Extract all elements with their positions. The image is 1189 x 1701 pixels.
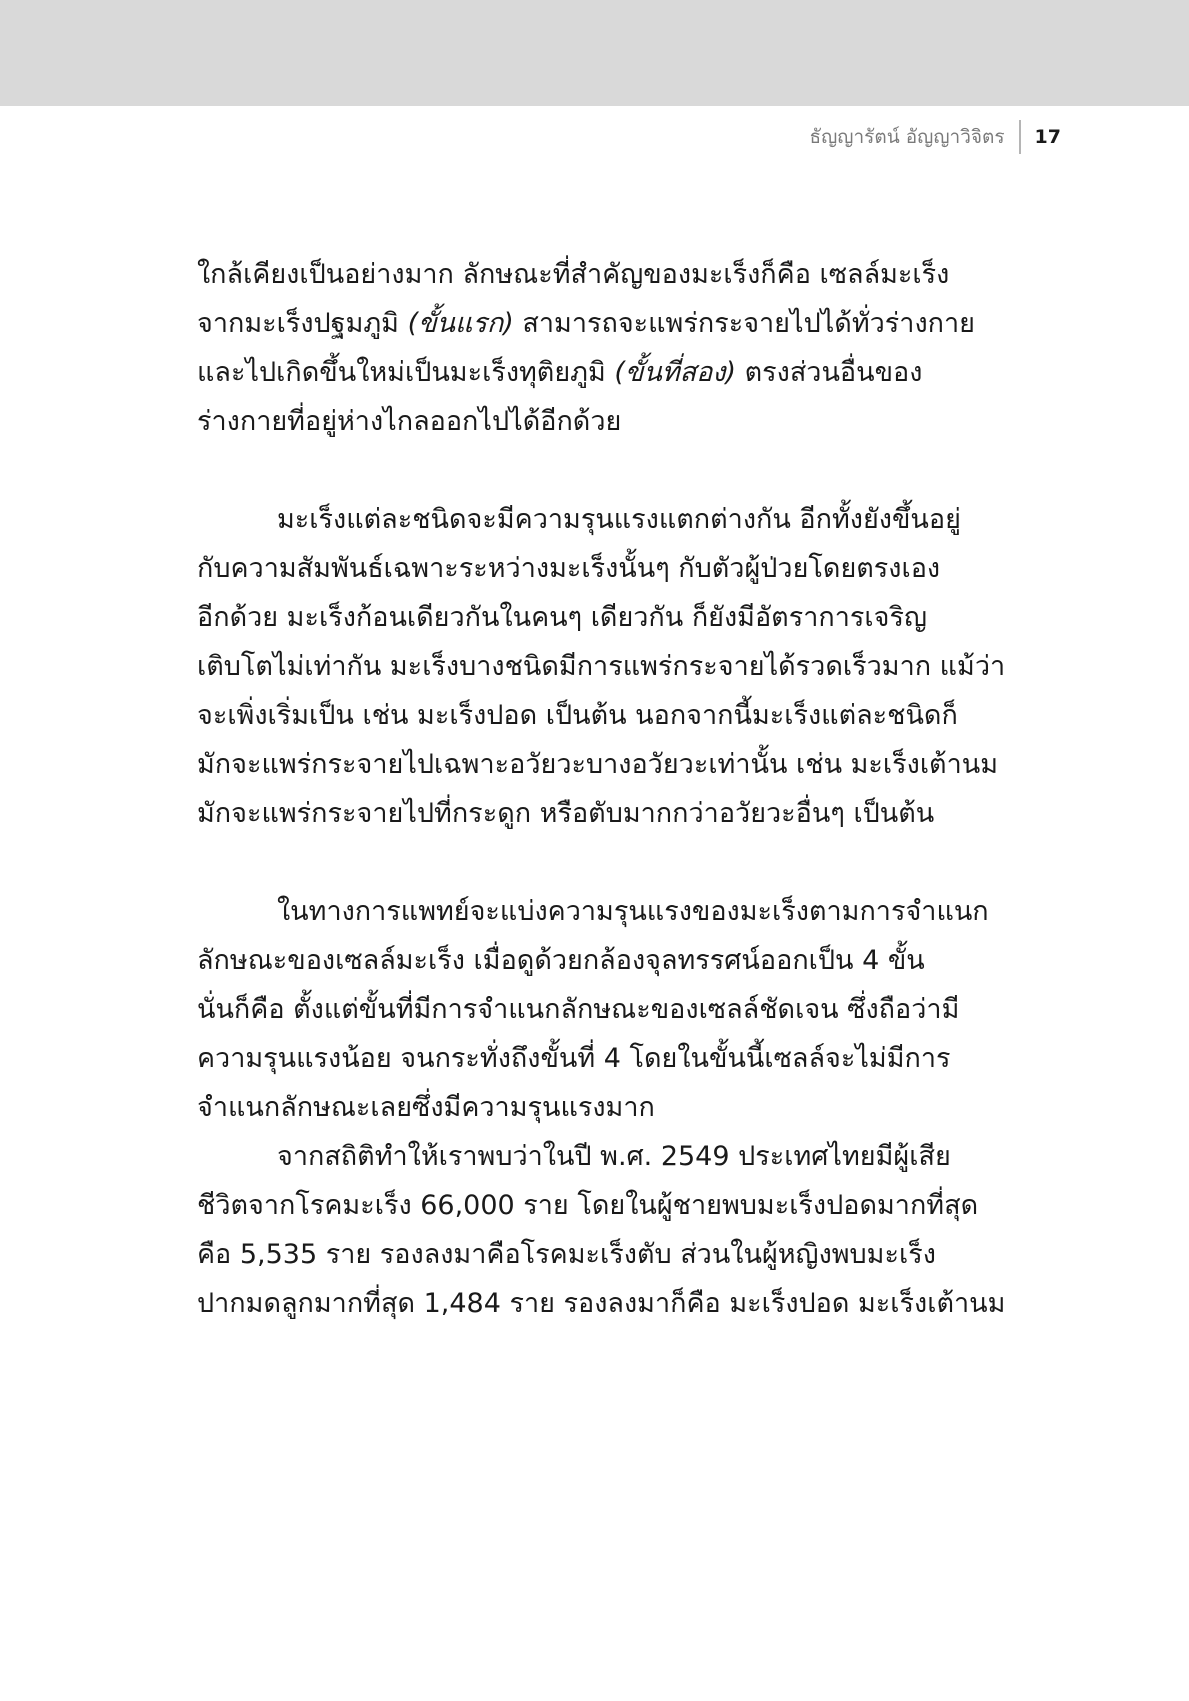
text-line: ในทางการแพทย์จะแบ่งความรุนแรงของมะเร็งตามการจำแนก: [277, 896, 989, 927]
text-line: ใกล้เคียงเป็นอย่างมาก ลักษณะที่สำคัญของมะเร็งก็คือ เซลล์มะเร็ง: [197, 259, 950, 290]
text-line: มะเร็งแต่ละชนิดจะมีความรุนแรงแตกต่างกัน อีกทั้งยังขึ้นอยู่: [277, 504, 961, 535]
page-number: 17: [1034, 126, 1061, 148]
text-line: ปากมดลูกมากที่สุด 1,484 ราย รองลงมาก็คือ มะเร็งปอด มะเร็งเต้านม: [197, 1288, 1006, 1319]
text-line: เติบโตไม่เท่ากัน มะเร็งบางชนิดมีการแพร่กระจายได้รวดเร็วมาก แม้ว่า: [197, 651, 1006, 682]
text-line: ชีวิตจากโรคมะเร็ง 66,000 ราย โดยในผู้ชายพบมะเร็งปอดมากที่สุด: [197, 1190, 979, 1221]
text-line: และไปเกิดขึ้นใหม่เป็นมะเร็งทุติยภูมิ (ขั้นที่สอง) ตรงส่วนอื่นของ: [197, 357, 923, 388]
text-line: คือ 5,535 ราย รองลงมาคือโรคมะเร็งตับ ส่วนในผู้หญิงพบมะเร็ง: [197, 1239, 936, 1270]
paragraph-gap: [197, 446, 1021, 495]
text-line: จากมะเร็งปฐมภูมิ (ขั้นแรก) สามารถจะแพร่กระจายไปได้ทั่วร่างกาย: [197, 308, 975, 339]
text-line: มักจะแพร่กระจายไปที่กระดูก หรือตับมากกว่าอวัยวะอื่นๆ เป็นต้น: [197, 798, 935, 829]
text-line: กับความสัมพันธ์เฉพาะระหว่างมะเร็งนั้นๆ กับตัวผู้ป่วยโดยตรงเอง: [197, 553, 941, 584]
italic-term: (ขั้นที่สอง): [614, 357, 737, 388]
text-line: นั่นก็คือ ตั้งแต่ขั้นที่มีการจำแนกลักษณะของเซลล์ชัดเจน ซึ่งถือว่ามี: [197, 994, 960, 1025]
italic-term: (ขั้นแรก): [407, 308, 514, 339]
page-top-band: [0, 0, 1189, 106]
text-line: จะเพิ่งเริ่มเป็น เช่น มะเร็งปอด เป็นต้น นอกจากนี้มะเร็งแต่ละชนิดก็: [197, 700, 958, 731]
running-header: [810, 120, 1061, 154]
text-line: มักจะแพร่กระจายไปเฉพาะอวัยวะบางอวัยวะเท่านั้น เช่น มะเร็งเต้านม: [197, 749, 998, 780]
paragraph-gap: [197, 838, 1021, 887]
paragraph-1: [197, 250, 1021, 446]
text-line: อีกด้วย มะเร็งก้อนเดียวกันในคนๆ เดียวกัน ก็ยังมีอัตราการเจริญ: [197, 602, 927, 633]
paragraph-4: [197, 1132, 1021, 1328]
text-line: ลักษณะของเซลล์มะเร็ง เมื่อดูด้วยกล้องจุลทรรศน์ออกเป็น 4 ขั้น: [197, 945, 925, 976]
text-line: ร่างกายที่อยู่ห่างไกลออกไปได้อีกด้วย: [197, 406, 622, 437]
paragraph-3: [197, 887, 1021, 1132]
text-line: จำแนกลักษณะเลยซึ่งมีความรุนแรงมาก: [197, 1092, 655, 1123]
body-text: [197, 250, 1021, 1328]
text-line: ความรุนแรงน้อย จนกระทั่งถึงขั้นที่ 4 โดยในขั้นนี้เซลล์จะไม่มีการ: [197, 1043, 951, 1074]
author-name: ธัญญารัตน์ อัญญาวิจิตร: [809, 126, 1005, 148]
paragraph-2: [197, 495, 1021, 838]
text-line: จากสถิติทำให้เราพบว่าในปี พ.ศ. 2549 ประเทศไทยมีผู้เสีย: [277, 1141, 951, 1172]
